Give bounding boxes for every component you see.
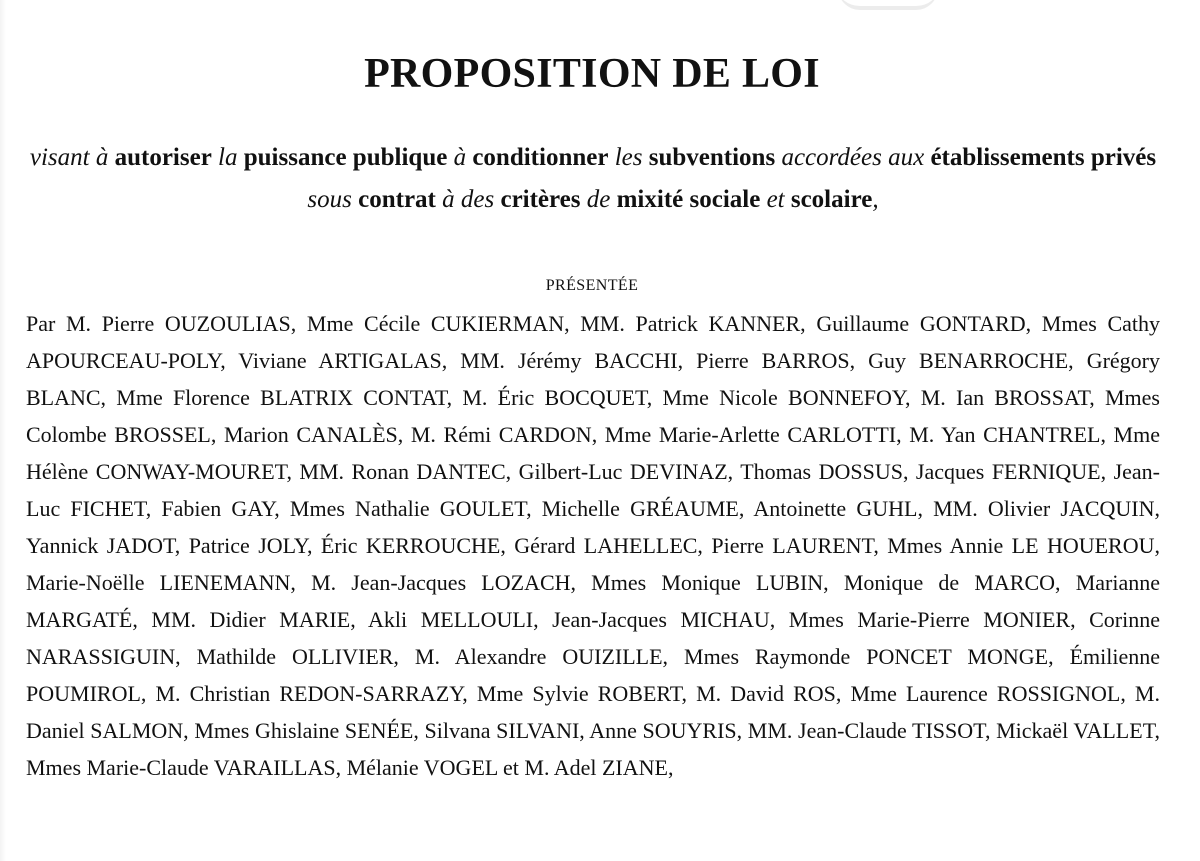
- subtitle-segment: la: [218, 144, 238, 171]
- subtitle-segment: de: [586, 186, 611, 213]
- subtitle-segment: accordées aux: [781, 144, 925, 171]
- bill-subtitle: [26, 137, 1160, 221]
- subtitle-segment: sous: [307, 186, 352, 213]
- subtitle-segment: à des: [442, 186, 495, 213]
- subtitle-segment: à: [453, 144, 467, 171]
- subtitle-segment: visant à: [29, 144, 109, 171]
- presented-label: PRÉSENTÉE: [545, 277, 639, 294]
- subtitle-segment: conditionner: [472, 144, 609, 171]
- subtitle-segment: ,: [872, 186, 879, 213]
- subtitle-segment: mixité sociale: [616, 186, 761, 213]
- subtitle-segment: critères: [500, 186, 581, 213]
- subtitle-segment: scolaire: [790, 186, 873, 213]
- page-left-shadow: [0, 0, 6, 861]
- page-edge-decoration: [838, 0, 938, 10]
- subtitle-segment: établissements privés: [930, 144, 1157, 171]
- document-title: PROPOSITION DE LOI: [364, 51, 820, 98]
- subtitle-segment: contrat: [358, 186, 436, 213]
- subtitle-segment: les: [614, 144, 643, 171]
- authors-paragraph: Par M. Pierre OUZOULIAS, Mme Cécile CUKIERMAN, MM. Patrick KANNER, Guillaume GONTARD, Mmes Cathy APOURCEAU-POLY, Viviane ARTIGALAS, MM. Jérémy BACCHI, Pierre BARROS, Guy BENARROCHE, Grégory BLANC, Mme Florence BLATRIX CONTAT, M. Éric BOCQUET, Mme Nicole BONNEFOY, M. Ian BROSSAT, Mmes Colombe BROSSEL, Marion CANALÈS, M. Rémi CARDON, Mme Marie-Arlette CARLOTTI, M. Yan CHANTREL, Mme Hélène CONWAY-MOURET, MM. Ronan DANTEC, Gilbert-Luc DEVINAZ, Thomas DOSSUS, Jacques FERNIQUE, Jean-Luc FICHET, Fabien GAY, Mmes Nathalie GOULET, Michelle GRÉAUME, Antoinette GUHL, MM. Olivier JACQUIN, Yannick JADOT, Patrice JOLY, Éric KERROUCHE, Gérard LAHELLEC, Pierre LAURENT, Mmes Annie LE HOUEROU, Marie-Noëlle LIENEMANN, M. Jean-Jacques LOZACH, Mmes Monique LUBIN, Monique de MARCO, Marianne MARGATÉ, MM. Didier MARIE, Akli MELLOULI, Jean-Jacques MICHAU, Mmes Marie-Pierre MONIER, Corinne NARASSIGUIN, Mathilde OLLIVIER, M. Alexandre OUIZILLE, Mmes Raymonde PONCET MONGE, Émilienne POUMIROL, M. Christian REDON-SARRAZY, Mme Sylvie ROBERT, M. David ROS, Mme Laurence ROSSIGNOL, M. Daniel SALMON, Mmes Ghislaine SENÉE, Silvana SILVANI, Anne SOUYRIS, MM. Jean-Claude TISSOT, Mickaël VALLET, Mmes Marie-Claude VARAILLAS, Mélanie VOGEL et M. Adel ZIANE,: [26, 311, 1160, 780]
- subtitle-segment: subventions: [648, 144, 776, 171]
- subtitle-segment: autoriser: [114, 144, 212, 171]
- subtitle-segment: et: [766, 186, 785, 213]
- subtitle-segment: puissance publique: [243, 144, 448, 171]
